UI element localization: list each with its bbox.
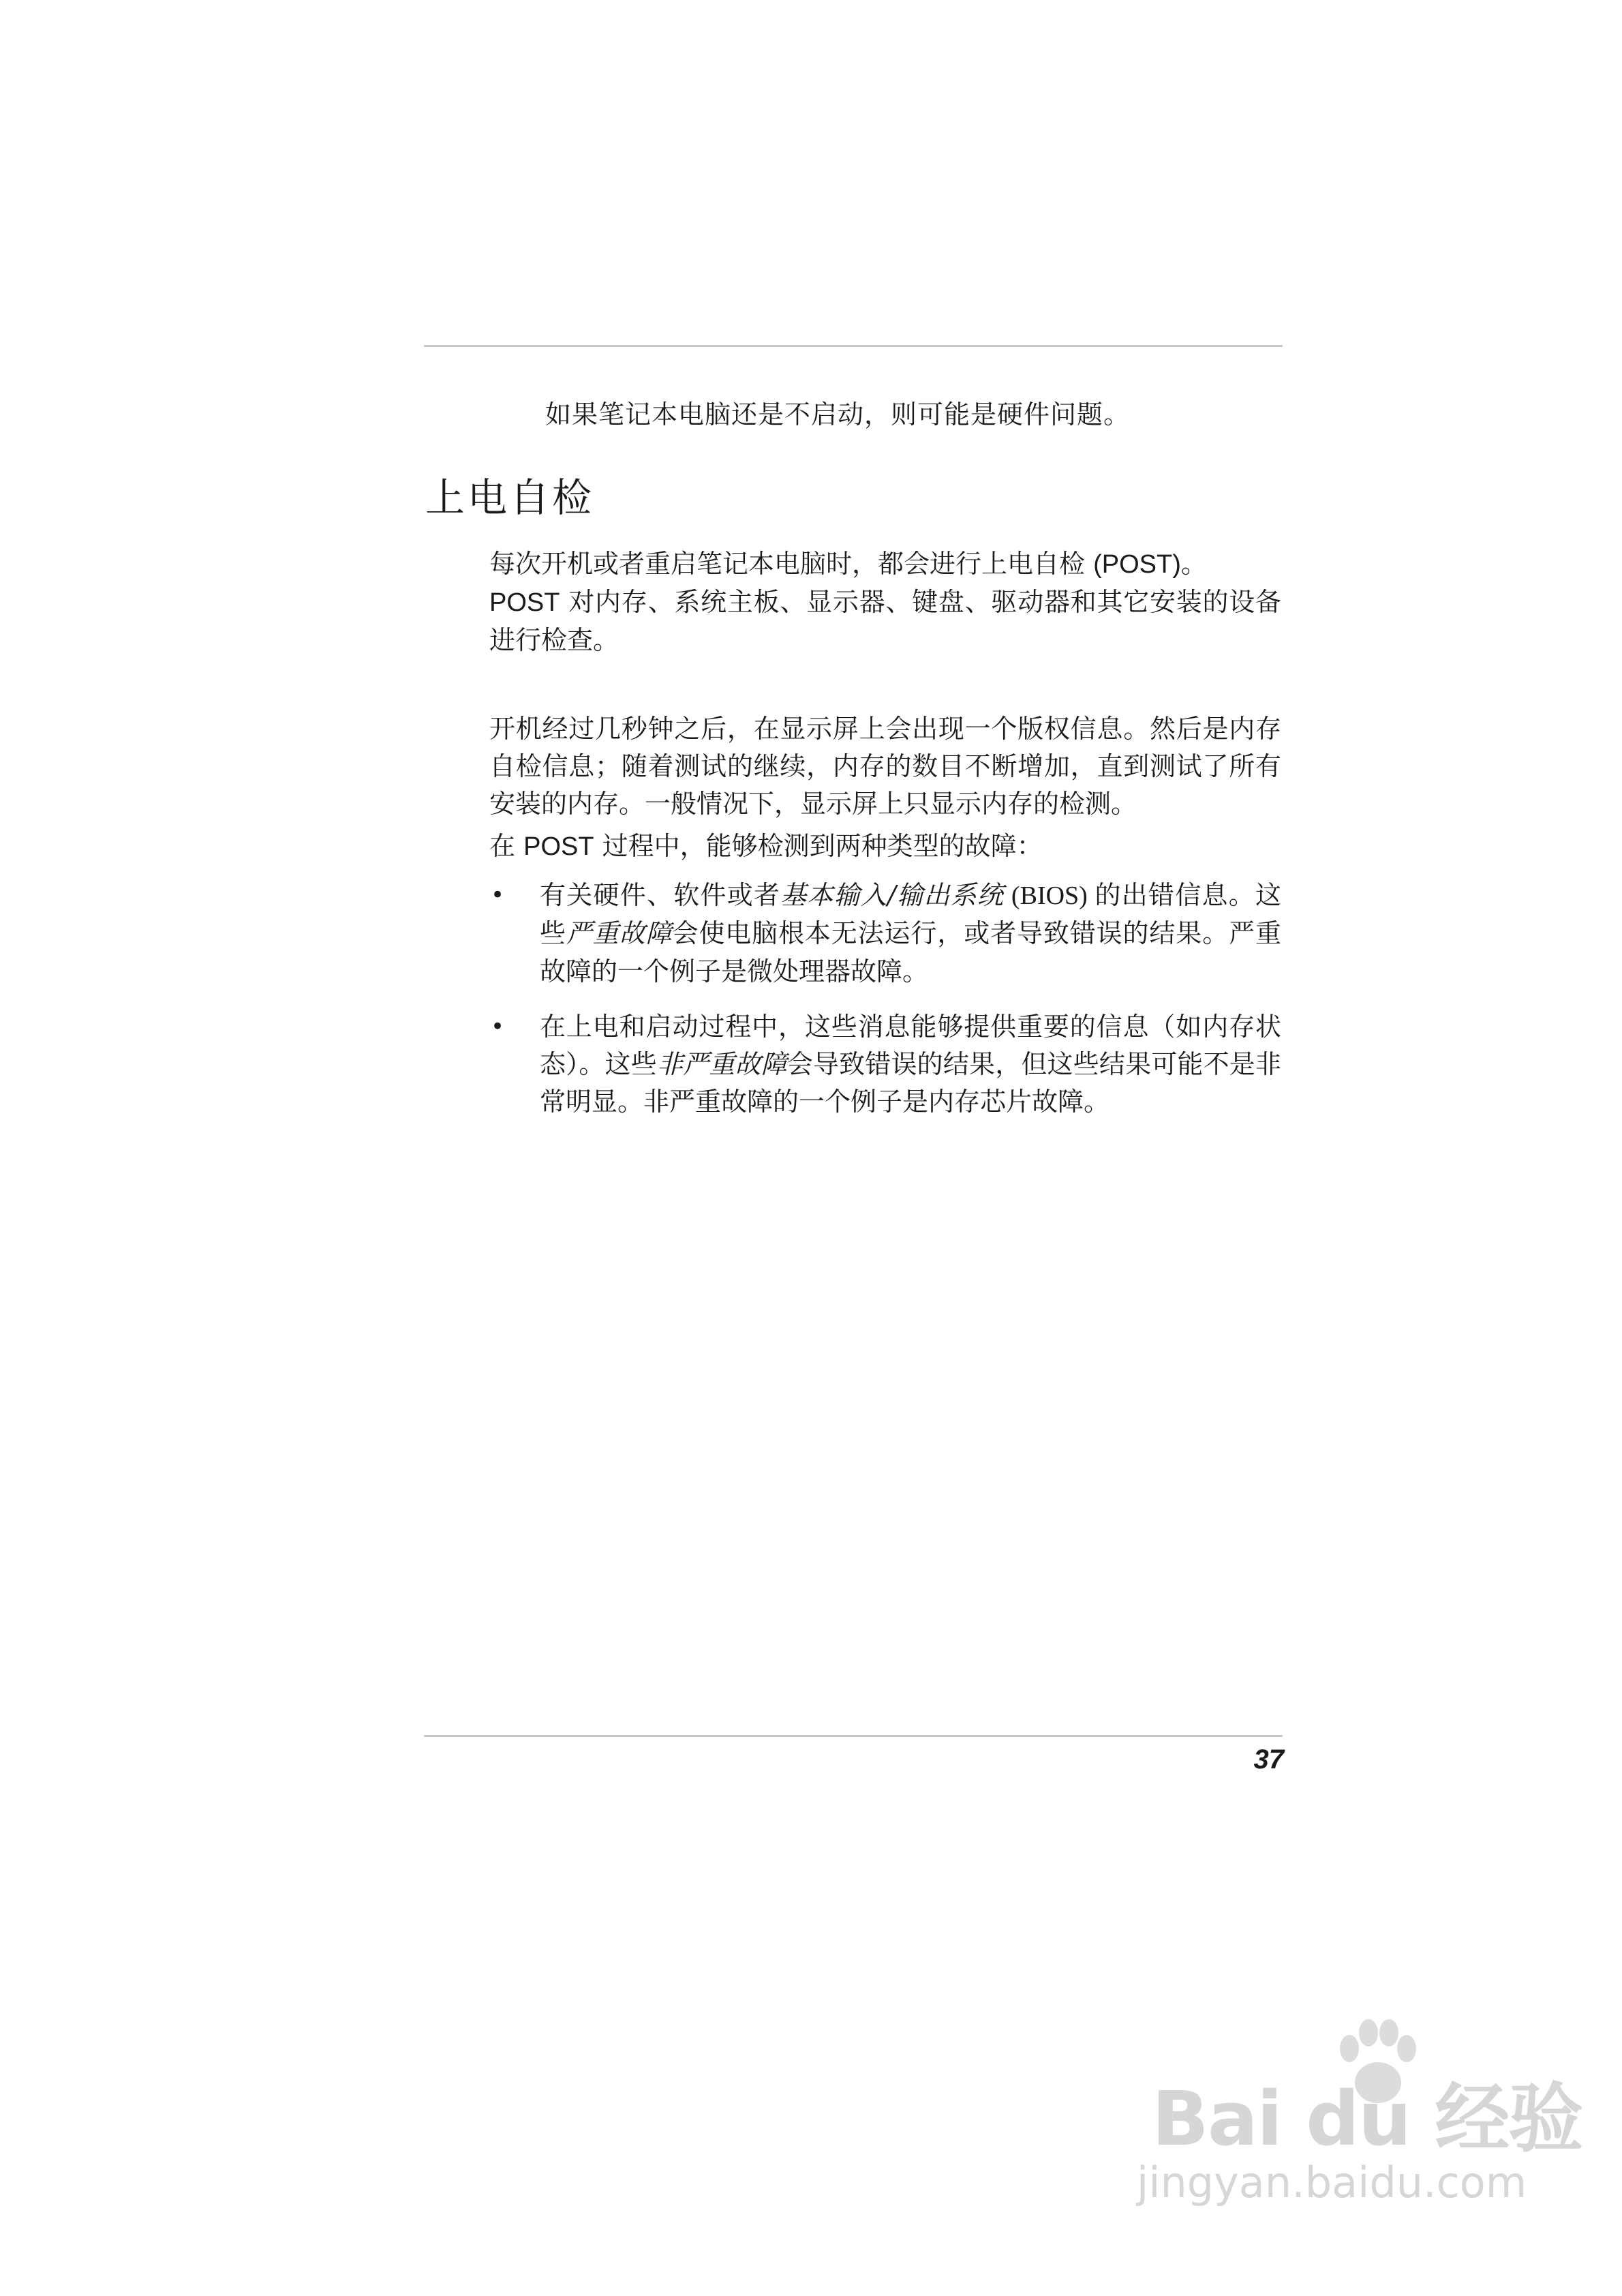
b2-italic-nonfatal: 非严重故障 — [656, 1049, 787, 1079]
bullet-marker: • — [491, 1013, 505, 1040]
watermark-url: jingyan.baidu.com — [1137, 2158, 1527, 2207]
baidu-jingyan-watermark — [1124, 2018, 1582, 2222]
b2-text-1: 在上电和启动过程中，这些消息能够提供重要的信息（如内存状态）。这些 — [540, 1012, 1281, 1079]
p1-text-c: 。 — [1180, 549, 1207, 579]
paragraph-post-intro — [489, 545, 1281, 659]
b2-text-2: 会导致错误的结果，但这些结果可能不是非常明显。非严重故障的一个例子是内存芯片故障。 — [540, 1049, 1281, 1117]
p1-post-abbr: (POST) — [1093, 550, 1181, 579]
b1-italic-bios: 基本输入/输出系统 — [780, 880, 1005, 910]
p1-post-term: POST — [489, 588, 560, 617]
b1-text-2: (BIOS) 的出错信息。这些 — [540, 881, 1281, 948]
page-number: 37 — [1253, 1744, 1284, 1774]
header-rule — [424, 345, 1283, 347]
b1-italic-fatal: 严重故障 — [566, 918, 673, 948]
footer-rule — [424, 1735, 1283, 1737]
bullet-marker: • — [491, 881, 505, 909]
p3-post-term: POST — [523, 832, 594, 861]
intro-paragraph: 如果笔记本电脑还是不启动，则可能是硬件问题。 — [545, 399, 1131, 429]
p1-text-a: 每次开机或者重启笔记本电脑时，都会进行上电自检 — [489, 549, 1094, 579]
p3-text-a: 在 — [489, 831, 524, 861]
paragraph-memory-check: 开机经过几秒钟之后，在显示屏上会出现一个版权信息。然后是内存自检信息；随着测试的继续，内存的数目不断增加，直到测试了所有安装的内存。一般情况下，显示屏上只显示内存的检测。 — [489, 714, 1281, 819]
list-item-nonfatal-errors — [489, 1008, 1281, 1121]
fault-list — [489, 877, 1281, 1138]
watermark-logo: Bai du 经验 — [1152, 2075, 1582, 2162]
list-item-fatal-errors — [489, 877, 1281, 991]
b1-text-1: 有关硬件、软件或者 — [540, 880, 781, 910]
b1-text-3: 会使电脑根本无法运行，或者导致错误的结果。严重故障的一个例子是微处理器故障。 — [540, 918, 1281, 986]
paragraph-fault-types — [489, 828, 1281, 866]
p3-text-c: 过程中，能够检测到两种类型的故障： — [594, 831, 1043, 861]
section-title: 上电自检 — [425, 474, 595, 521]
p1-text-e: 对内存、系统主板、显示器、键盘、驱动器和其它安装的设备进行检查。 — [489, 587, 1281, 655]
